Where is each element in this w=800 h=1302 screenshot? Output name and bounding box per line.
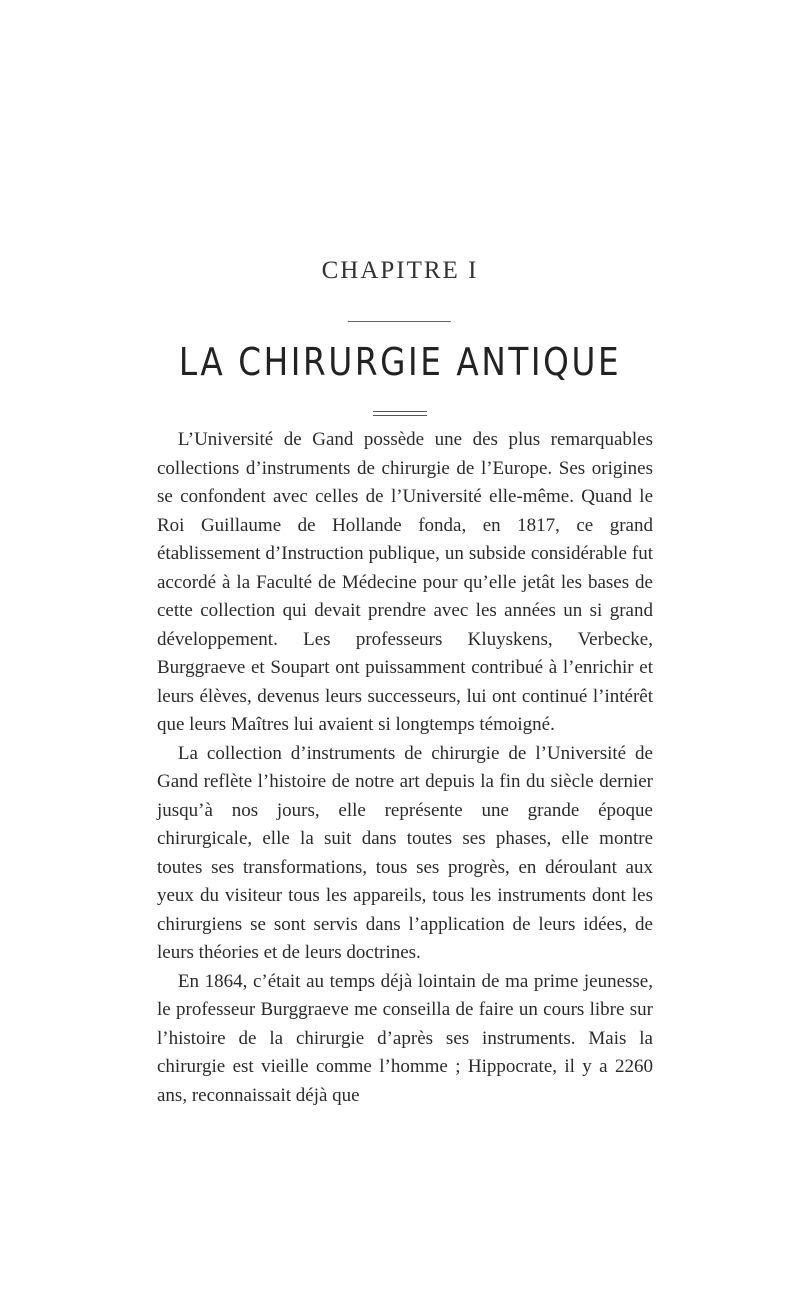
chapter-title: LA CHIRURGIE ANTIQUE [178,340,622,384]
title-double-divider [373,411,427,416]
chapter-heading: CHAPITRE I [321,257,479,284]
heading-divider [348,321,451,322]
paragraph: L’Université de Gand possède une des plus remarquables collections d’instruments de chirurgie de l’Europe. Ses origines se confondent avec celles de l’Université elle-même. Quand le Roi Guillaume de Hollande fonda, en 1817, ce grand établissement d’Instruction publique, un subside considérable fut accordé à la Faculté de Médecine pour qu’elle jetât les bases de cette collection qui devait prendre avec les années un si grand développement. Les professeurs Kluyskens, Verbecke, Burggraeve et Soupart ont puissamment contribué à l’enrichir et leurs élèves, devenus leurs successeurs, lui ont continué l’intérêt que leurs Maîtres lui avaient si longtemps témoigné. [157,429,653,735]
paragraph: La collection d’instruments de chirurgie de l’Université de Gand reflète l’histoire de notre art depuis la fin du siècle dernier jusqu’à nos jours, elle représente une grande époque chirurgicale, elle la suit dans toutes ses phases, elle montre toutes ses transformations, tous ses progrès, en déroulant aux yeux du visiteur tous les appareils, tous les instruments dont les chirurgiens se sont servis dans l’application de leurs idées, de leurs théories et de leurs doctrines. [157,742,653,963]
paragraph: En 1864, c’était au temps déjà lointain de ma prime jeunesse, le professeur Burggraeve me conseilla de faire un cours libre sur l’histoire de la chirurgie d’après ses instruments. Mais la chirurgie est vieille comme l’homme ; Hippocrate, il y a 2260 ans, reconnaissait déjà que [157,970,653,1106]
body-text [157,426,653,1110]
